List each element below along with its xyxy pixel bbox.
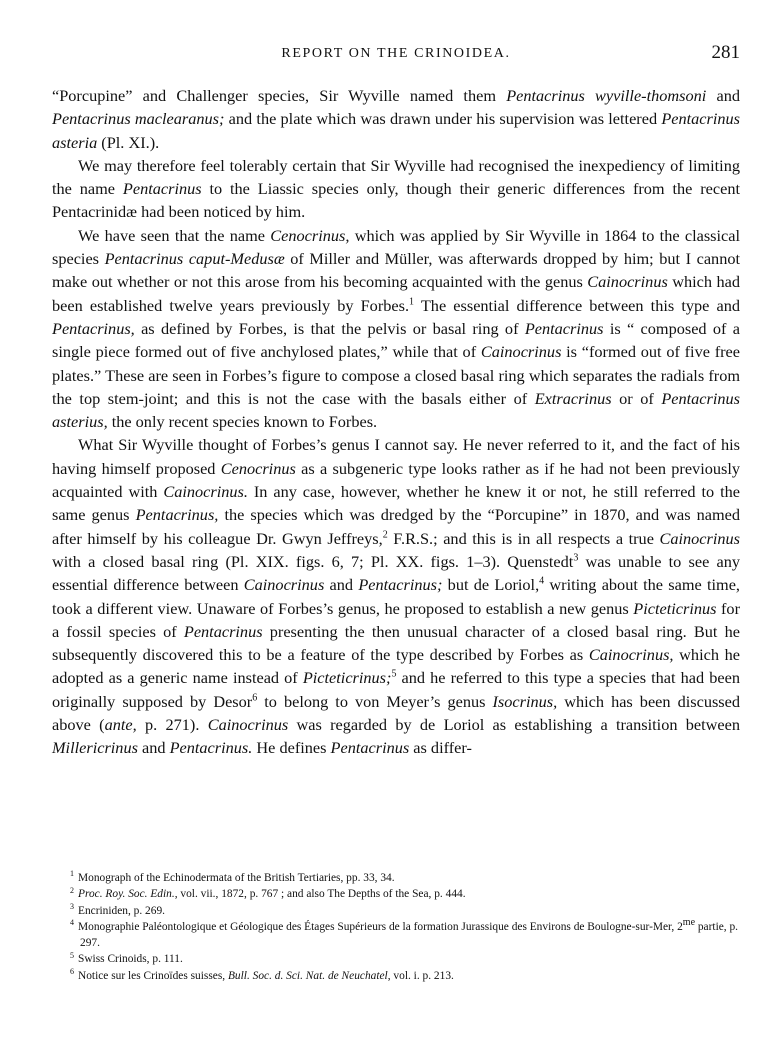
text-run: p. 271). xyxy=(136,715,208,735)
footnote-reference: 5 xyxy=(391,669,397,680)
text-run: and the plate which was drawn under his supervision was lettered xyxy=(224,109,662,129)
page-header xyxy=(52,42,740,66)
text-run: was unable to see any essential difference between xyxy=(52,551,741,595)
italic-text: Pentacrinus asterius, xyxy=(52,388,741,432)
footnote-4 xyxy=(52,919,740,952)
text-run: was regarded by de Loriol as establishing a transition between xyxy=(288,715,741,735)
text-run: What Sir Wyville thought of Forbes’s genus I cannot say. He never referred to it, and the fact of his having himself proposed xyxy=(52,435,740,478)
italic-text: Isocrinus, xyxy=(492,691,558,711)
text-run: In any case, however, whether he knew it or not, he still referred to the same genus xyxy=(52,482,740,525)
text-run: or of xyxy=(611,388,662,408)
footnote-number: 6 xyxy=(70,966,74,976)
paragraph-wyville-forbes-genus xyxy=(52,433,740,759)
text-run: for a fossil species of xyxy=(52,598,740,641)
italic-text: Millericrinus xyxy=(52,738,138,758)
italic-text: Cainocrinus, xyxy=(588,645,674,665)
italic-text: Pentacrinus. xyxy=(169,738,253,758)
footnotes xyxy=(52,870,740,984)
italic-text: Pentacrinus, xyxy=(135,505,219,525)
text-run: to belong to von Meyer’s genus xyxy=(257,691,493,711)
italic-text: Proc. Roy. Soc. Edin. xyxy=(78,888,175,901)
text-run: partie, p. 297. xyxy=(80,920,739,950)
italic-text: Cenocrinus, xyxy=(270,225,350,245)
footnote-6 xyxy=(52,968,740,984)
footnote-reference: 2 xyxy=(382,529,388,541)
text-run: and xyxy=(324,575,359,595)
text-run: presenting the then unusual character of a closed basal ring. But he subsequently discovered this to be a feature of the type described by Forbes as xyxy=(52,621,740,665)
italic-text: Pentacrinus xyxy=(122,179,202,199)
italic-text: Pentacrinus; xyxy=(358,575,443,595)
footnote-number: 1 xyxy=(70,869,74,879)
text-run: writing about the same time, took a different view. Unaware of Forbes’s genus, he proposed to establish a new genus xyxy=(52,575,740,618)
text-run: but de Loriol, xyxy=(442,575,540,595)
text-run: , vol. vii., 1872, p. 767 ; and also The Depths of the Sea, p. 444. xyxy=(174,888,466,901)
page-number: 281 xyxy=(711,42,740,63)
italic-text: Cainocrinus. xyxy=(163,482,248,502)
text-run: and xyxy=(137,738,170,758)
italic-text: Extracrinus xyxy=(534,388,612,408)
text-run: Notice sur les Crinoïdes suisses, xyxy=(78,969,228,982)
text-run: as defined by Forbes, is that the pelvis or basal ring of xyxy=(134,318,525,338)
italic-text: Cenocrinus xyxy=(220,458,296,478)
text-run: which was applied by Sir Wyville in 1864 to the classical species xyxy=(52,225,741,269)
italic-text: ante, xyxy=(104,715,137,735)
italic-text: Cainocrinus xyxy=(207,715,289,735)
italic-text: Pentacrinus asteria xyxy=(52,109,741,152)
text-run: is “ composed of a single piece formed out of five anchylosed plates,” while that of xyxy=(52,318,741,362)
italic-text: Picteticrinus; xyxy=(302,668,392,688)
footnote-reference: 3 xyxy=(573,552,579,564)
text-run: and xyxy=(706,86,740,105)
text-run: the species which was dredged by the “Porcupine” in 1870, and was named after himself by his colleague Dr. Gwyn Jeffreys, xyxy=(52,505,741,548)
running-title: REPORT ON THE CRINOIDEA. xyxy=(281,46,511,61)
text-run: F.R.S.; and this is in all respects a true xyxy=(387,528,660,548)
text-run: of Miller and Müller, was afterwards dropped by him; but I cannot make out whether or not this arose from his becoming acquainted with the genus xyxy=(52,249,740,292)
italic-text: Pentacrinus xyxy=(524,318,604,338)
italic-text: Cainocrinus xyxy=(587,272,668,292)
text-run: We may therefore feel tolerably certain that Sir Wyville had recognised the inexpediency of limiting the name xyxy=(52,155,740,199)
text-run: the only recent species known to Forbes. xyxy=(107,412,378,432)
footnote-number: 3 xyxy=(70,901,74,911)
text-run: Swiss Crinoids, p. 111. xyxy=(78,953,183,966)
footnote-reference: me xyxy=(682,917,696,929)
italic-text: Bull. Soc. d. Sci. Nat. de Neuchatel xyxy=(227,969,388,982)
text-run: The essential difference between this type and xyxy=(414,295,740,315)
footnote-reference: 1 xyxy=(409,296,415,308)
italic-text: Cainocrinus xyxy=(480,342,562,362)
text-run: is “formed out of five free plates.” These are seen in Forbes’s figure to compose a closed basal ring which separates the radials from the top stem-joint; and this is not the case with the basals either of xyxy=(52,342,741,408)
footnote-reference: 4 xyxy=(539,575,545,587)
italic-text: Picteticrinus xyxy=(633,598,717,618)
paragraph-cenocrinus xyxy=(52,224,740,434)
italic-text: Pentacrinus wyville-thomsoni xyxy=(506,86,707,105)
paragraph-inexpediency xyxy=(52,154,740,224)
text-run: We have seen that the name xyxy=(78,225,271,245)
italic-text: Pentacrinus, xyxy=(52,318,135,338)
text-run: with a closed basal ring (Pl. XIX. figs. 6, 7; Pl. XX. figs. 1–3). Quenstedt xyxy=(52,551,574,571)
text-run: to the Liassic species only, though their generic differences from the recent Pentacrinidæ had been noticed by him. xyxy=(52,179,741,222)
footnote-number: 2 xyxy=(70,885,74,895)
italic-text: Pentacrinus maclearanus; xyxy=(52,109,225,129)
italic-text: Pentacrinus xyxy=(330,738,410,758)
footnote-3 xyxy=(52,903,740,919)
footnote-5 xyxy=(52,951,740,967)
text-run: as differ- xyxy=(409,738,472,758)
text-run: Monographie Paléontologique et Géologique des Étages Supérieurs de la formation Jurassique des Environs de Boulogne-sur-Mer, 2 xyxy=(78,920,683,933)
footnote-number: 5 xyxy=(70,950,74,960)
italic-text: Pentacrinus xyxy=(183,621,263,641)
text-run: and he referred to this type a species that had been originally supposed by Desor xyxy=(52,668,740,711)
text-run: (Pl. XI.). xyxy=(97,132,160,152)
text-run: which he adopted as a generic name instead of xyxy=(52,645,740,688)
text-run: “Porcupine” and Challenger species, Sir Wyville named them xyxy=(52,86,507,105)
text-run: which had been established twelve years previously by Forbes. xyxy=(52,272,740,315)
text-run: He defines xyxy=(252,738,331,758)
text-run: which has been discussed above ( xyxy=(52,691,740,735)
footnote-reference: 6 xyxy=(252,692,258,704)
footnote-number: 4 xyxy=(70,918,74,928)
body-text xyxy=(52,84,740,760)
italic-text: Cainocrinus xyxy=(659,528,740,548)
paragraph-porcupine-challenger xyxy=(52,84,740,154)
italic-text: Pentacrinus caput-Medusæ xyxy=(104,249,285,269)
footnote-2 xyxy=(52,886,740,902)
text-run: , vol. i. p. 213. xyxy=(387,969,454,982)
text-run: as a subgeneric type looks rather as if he had not been previously acquainted with xyxy=(52,458,741,502)
text-run: Encriniden, p. 269. xyxy=(78,904,165,917)
text-run: Monograph of the Echinodermata of the British Tertiaries, pp. 33, 34. xyxy=(78,872,395,884)
italic-text: Cainocrinus xyxy=(243,575,325,595)
footnote-1 xyxy=(52,870,740,886)
